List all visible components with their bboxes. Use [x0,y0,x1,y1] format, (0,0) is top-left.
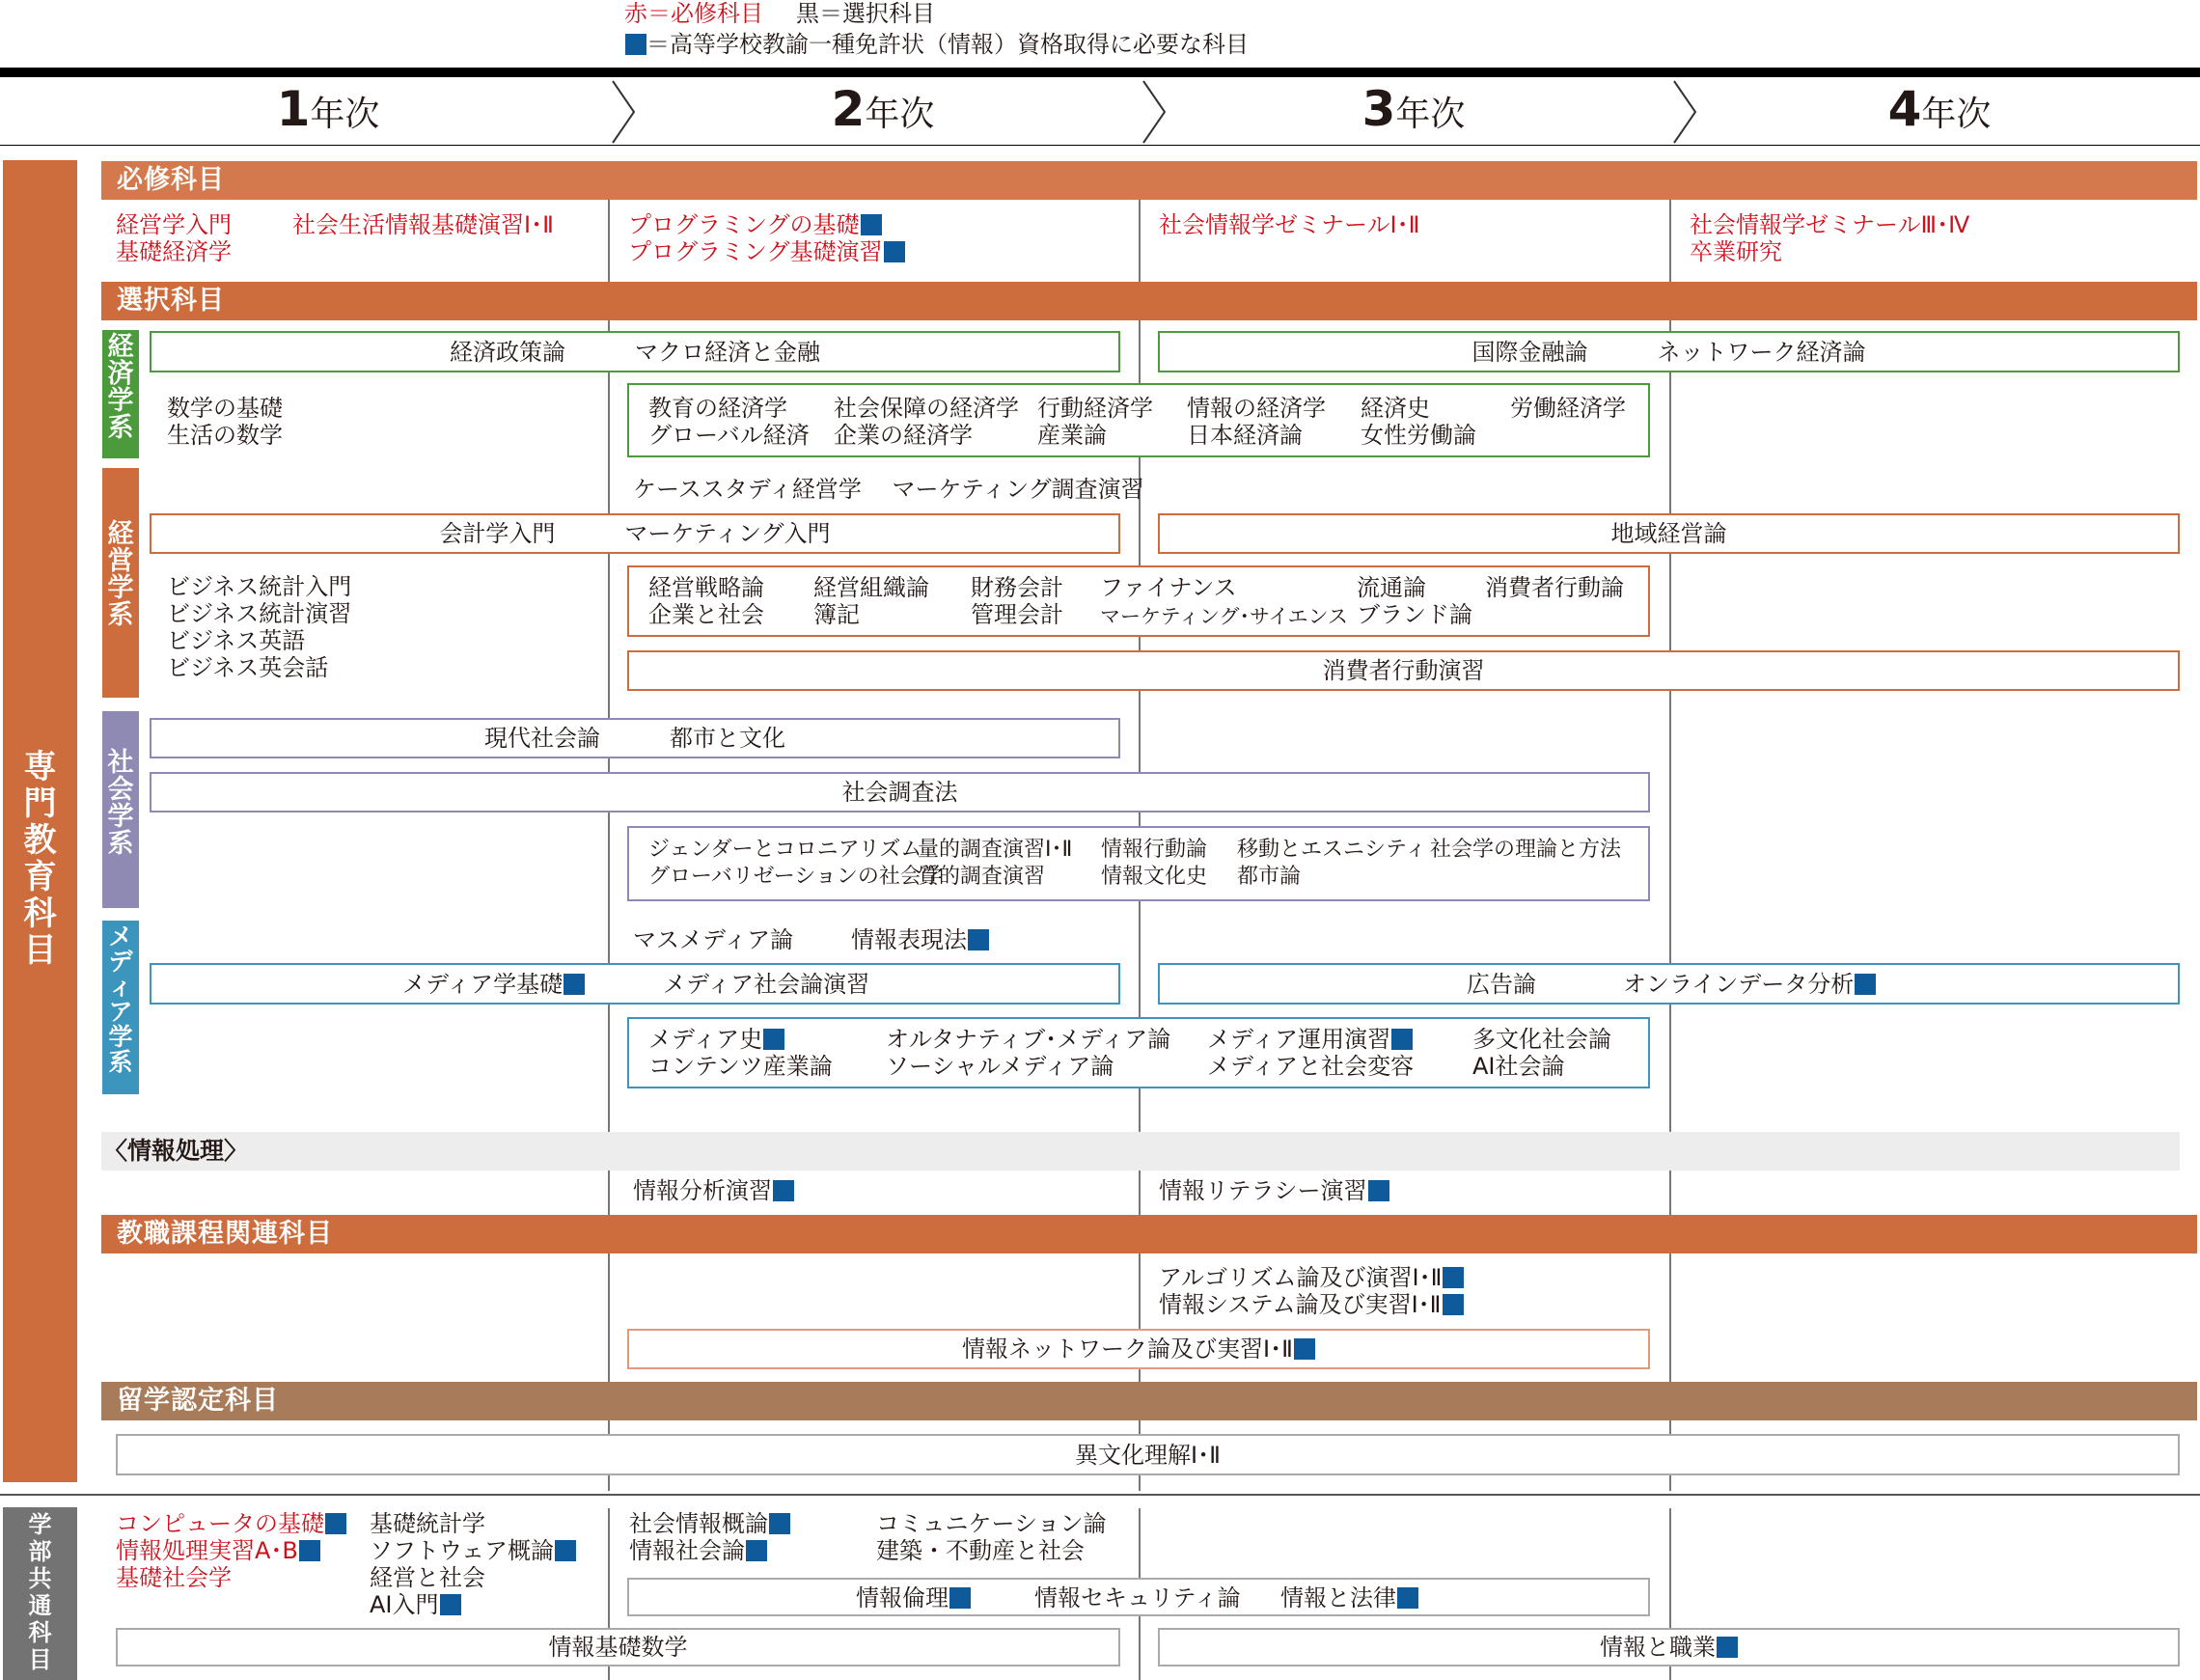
course-social-media: ソーシャルメディア論 [886,1053,1114,1080]
year-4: 4年次 [1887,81,1992,137]
license-square-icon [440,1594,461,1615]
course-joho-keizai: 情報の経済学 [1187,395,1326,422]
course-joho-kodo: 情報行動論 [1101,838,1208,862]
year-3: 3年次 [1361,81,1466,137]
course-keiei-shakai: 経営と社会 [370,1564,485,1591]
course-ibunka: 異文化理解Ⅰ･Ⅱ [1075,1441,1221,1469]
course-shitsuteki-chosa: 質的調査演習 [918,865,1046,889]
course-toshi: 都市論 [1237,865,1302,889]
course-ido-ethnicity: 移動とエスニシティ [1237,838,1427,862]
side-gakubu [3,1507,77,1680]
course-kigyo-keizai: 企業の経済学 [834,422,973,449]
course-media-shi: メディア史 [648,1026,784,1053]
teacher-bar [101,1215,2197,1253]
course-ai-nyumon: AI入門 [370,1591,461,1618]
license-square-icon [1443,1294,1464,1315]
course-global-keizai: グローバル経済 [648,422,810,449]
license-square-icon [1855,974,1876,995]
abroad-box [116,1434,2180,1475]
course-nihon-keizai: 日本経済論 [1187,422,1303,449]
course-kiso-toukei: 基礎統計学 [370,1510,485,1537]
course-ryutsu: 流通論 [1357,574,1426,601]
course-zaimu-kaikei: 財務会計 [971,574,1063,601]
course-contents-sangyo: コンテンツ産業論 [648,1053,833,1080]
license-square-icon [1368,1180,1389,1201]
course-online-data: オンラインデータ分析 [1623,971,1876,998]
info-band [101,1132,2180,1170]
common-box-2-3 [627,1578,1650,1616]
common-box-3-4 [1158,1628,2180,1666]
field-media-label: メディア学系 [108,923,133,1076]
course-joho-shakai: 情報社会論 [629,1537,767,1564]
license-square-icon [861,214,882,235]
course-joho-kiso-sugaku: 情報基礎数学 [548,1634,688,1661]
course-keiei-senryaku: 経営戦略論 [648,574,764,601]
course-kigyo-shakai: 企業と社会 [648,601,764,628]
course-biz-eigo: ビジネス英語 [167,627,306,654]
course-joho-shokugyo: 情報と職業 [1160,1634,2178,1661]
course-media-shakai-henyo: メディアと社会変容 [1207,1053,1415,1080]
header-top-rule [0,68,2200,77]
course-joho-rinri: 情報倫理 [856,1584,971,1611]
course-brand: ブランド論 [1357,601,1472,628]
keizai-box-1-2: 経済政策論 マクロ経済と金融 [150,331,1120,372]
course-joho-shori-jisshu: 情報処理実習A･B [116,1537,320,1564]
side-senmon [3,160,77,1482]
course-keiei-soshiki: 経営組織論 [813,574,929,601]
course-joho-literacy: 情報リテラシー演習 [1159,1177,1389,1204]
course-programming-enshu: プログラミング基礎演習 [628,238,905,265]
divider-y1-y2 [608,193,610,1491]
license-square-icon [763,1029,784,1050]
legend-elective: 黒＝選択科目 [796,0,935,27]
year-2: 2年次 [831,81,935,137]
year-1: 1年次 [276,81,380,137]
course-media-kiso: メディア学基礎 [402,971,585,998]
course-shakai-seikatsu: 社会生活情報基礎演習Ⅰ･Ⅱ [292,211,554,238]
required-bar-label: 必修科目 [117,165,225,195]
course-finance: ファイナンス [1100,574,1237,601]
abroad-bar [101,1382,2197,1420]
course-ai-shakai: AI社会論 [1472,1053,1565,1080]
course-computer-kiso: コンピュータの基礎 [116,1510,346,1537]
course-joho-bunkashi: 情報文化史 [1101,865,1208,889]
keizai-box-3-4: 国際金融論 ネットワーク経済論 [1158,331,2180,372]
side-senmon-label: 専門教育科目 [23,748,57,970]
course-seminar-3-4: 社会情報学ゼミナールⅢ･Ⅳ [1690,211,1970,238]
course-software: ソフトウェア概論 [370,1537,576,1564]
course-kokoku: 広告論 [1467,971,1536,998]
course-kyoiku-keizai: 教育の経済学 [648,395,787,422]
license-square-icon [769,1513,790,1534]
course-joho-network: 情報ネットワーク論及び実習Ⅰ･Ⅱ [629,1336,1648,1363]
field-shakai-label: 社会学系 [107,748,134,859]
license-square-icon [968,929,989,950]
divider-y3-y4 [1669,193,1671,1491]
keiei-box-1-2: 会計学入門 マーケティング入門 [150,513,1120,554]
course-sugaku-kiso: 数学の基礎 [167,395,283,422]
course-keieigaku-nyumon: 経営学入門 [116,211,232,238]
license-square-icon [299,1540,320,1561]
course-shakaigaku-riron: 社会学の理論と方法 [1430,838,1622,862]
course-alternative-media: オルタナティブ･メディア論 [886,1026,1171,1053]
media-box-1-2 [150,963,1120,1005]
shakai-box-1-3: 社会調査法 [150,772,1650,812]
license-square-icon [1717,1637,1738,1658]
license-square-icon [746,1540,767,1561]
keiei-box-3-4: 地域経営論 [1158,513,2180,554]
course-seikatsu-sugaku: 生活の数学 [167,422,283,449]
field-keiei-label: 経営学系 [107,519,134,630]
course-globalization: グローバリゼーションの社会学 [648,865,943,889]
course-algorithm: アルゴリズム論及び演習Ⅰ･Ⅱ [1159,1264,1464,1291]
field-media [102,921,139,1094]
course-media-unyo: メディア運用演習 [1207,1026,1413,1053]
field-shakai [102,711,139,908]
course-programming-kiso: プログラミングの基礎 [628,211,882,238]
course-communication: コミュニケーション論 [876,1510,1107,1537]
license-square-icon [1397,1587,1418,1609]
license-square-icon [884,241,905,262]
field-keizai-label: 経済学系 [107,332,134,443]
course-biz-toukei-nyumon: ビジネス統計入門 [167,573,352,600]
course-kiso-shakaigaku: 基礎社会学 [116,1564,232,1591]
course-sotsugyo-kenkyu: 卒業研究 [1690,238,1782,265]
teacher-box [627,1329,1650,1369]
course-boki: 簿記 [813,601,860,628]
course-seminar-1-2: 社会情報学ゼミナールⅠ･Ⅱ [1159,211,1420,238]
common-box-1-2 [116,1628,1120,1666]
field-keiei [102,468,139,698]
course-joho-horitsu: 情報と法律 [1280,1584,1418,1611]
course-joho-bunseki: 情報分析演習 [633,1177,794,1204]
keiei-y2-top: ケーススタディ経営学 マーケティング調査演習 [633,476,1144,503]
required-bar [101,161,2197,200]
license-square-icon [564,974,585,995]
license-square-icon [949,1587,971,1609]
course-keizaishi: 経済史 [1361,395,1430,422]
info-band-label: 〈情報処理〉 [103,1137,249,1165]
side-gakubu-label: 学部共通科目 [28,1511,52,1673]
license-square-icon [325,1513,346,1534]
course-biz-eikaiwa: ビジネス英会話 [167,654,329,681]
shakai-box-1-2: 現代社会論 都市と文化 [150,718,1120,758]
course-tabunka: 多文化社会論 [1472,1026,1611,1053]
course-marketing-science: マーケティング･サイエンス [1100,605,1349,628]
course-kiso-keizaigaku: 基礎経済学 [116,238,232,265]
course-mass-media: マスメディア論 [633,926,794,953]
course-shakai-joho-gairon: 社会情報概論 [629,1510,790,1537]
elective-bar [101,282,2197,320]
common-separator [0,1494,2200,1496]
course-rodo-keizai: 労働経済学 [1510,395,1626,422]
course-joho-system: 情報システム論及び実習Ⅰ･Ⅱ [1159,1291,1464,1318]
course-shohisha-kodo: 消費者行動論 [1485,574,1624,601]
course-ryoteki-chosa: 量的調査演習Ⅰ･Ⅱ [918,838,1073,862]
field-keizai [102,330,139,458]
course-shakai-hosho: 社会保障の経済学 [834,395,1019,422]
course-josei-rodo: 女性労働論 [1361,422,1476,449]
abroad-bar-label: 留学認定科目 [117,1386,279,1416]
license-square-icon [1443,1267,1464,1288]
course-gender-colonialism: ジェンダーとコロニアリズム [648,838,922,862]
course-joho-hyogen: 情報表現法 [851,926,989,953]
course-media-shakai-enshu: メディア社会論演習 [663,971,870,998]
legend-license: ＝高等学校教諭一種免許状（情報）資格取得に必要な科目 [624,31,1249,58]
course-kanri-kaikei: 管理会計 [971,601,1063,628]
keiei-box-2-4: 消費者行動演習 [627,650,2180,691]
elective-bar-label: 選択科目 [117,286,225,316]
course-kenchiku: 建築・不動産と社会 [876,1537,1085,1564]
license-square-icon [1391,1029,1413,1050]
license-square-icon [1294,1338,1315,1360]
license-square-icon [625,34,646,55]
course-biz-toukei-enshu: ビジネス統計演習 [167,600,352,627]
media-box-3-4 [1158,963,2180,1005]
teacher-bar-label: 教職課程関連科目 [117,1219,333,1249]
license-square-icon [773,1180,794,1201]
license-square-icon [555,1540,576,1561]
course-kodo-keizai: 行動経済学 [1037,395,1153,422]
course-joho-security: 情報セキュリティ論 [1034,1584,1241,1611]
course-sangyo: 産業論 [1037,422,1107,449]
legend-required: 赤＝必修科目 [624,0,763,27]
